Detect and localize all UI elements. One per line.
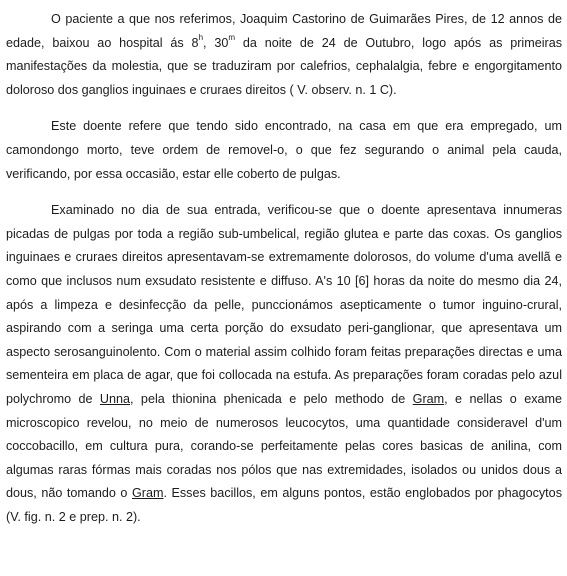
paragraph-1-text-c: da noite de 24 de Outubro, logo após as primeiras manifestações da molestia, que se traduziram por calefrios, cephalalgia, febre e engorgitamento doloroso dos ganglios inguinaes e cruraes direitos ( V. observ. n. 1 C). — [6, 35, 562, 97]
paragraph-3-text-b: , pela thionina phenicada e pelo methodo de — [130, 391, 413, 406]
paragraph-3-text-c: , e nellas o exame microscopico revelou, no meio de numerosos leucocytos, uma quantidade consideravel d'um coccobacillo, em cultura pura, corando-se perfeitamente pelas cores basicas de anilina, com algumas raras fórmas mais coradas nos pólos que nas extremidades, isolados ou unidos dous a dous, não tomando o — [6, 391, 562, 501]
paragraph-3 — [6, 199, 562, 529]
underlined-term-gram: Gram — [412, 391, 445, 406]
superscript-minutes: m — [228, 33, 236, 43]
paragraph-1-text-a: O paciente a que nos referimos, Joaquim Castorino de Guimarães Pires, de 12 annos de edade, baixou ao hospital ás 8 — [6, 12, 562, 50]
underlined-term-unna: Unna — [99, 391, 131, 406]
paragraph-1 — [6, 8, 562, 102]
superscript-hours: h — [198, 33, 204, 43]
paragraph-3-text-a: Examinado no dia de sua entrada, verificou-se que o doente apresentava innumeras picadas de pulgas por toda a região sub-umbelical, região glutea e parte das coxas. Os ganglios inguinaes e cruraes direitos apresentavam-se extremamente dolorosos, do volume d'uma avellã e como que inclusos num exsudato resistente e diffuso. A's 10 [6] horas da noite do mesmo dia 24, após a limpeza e desinfecção da pelle, punccionámos asepticamente o tumor inguino-crural, aspirando com a seringa uma certa porção do exsudato peri-ganglionar, que apresentava um aspecto serosanguinolento. Com o material assim colhido foram feitas preparações directas e uma sementeira em placa de agar, que foi collocada na estufa. As preparações foram coradas pelo azul polychromo de — [6, 203, 562, 406]
paragraph-1-text-b: , 30 — [203, 35, 229, 50]
paragraph-2: Este doente refere que tendo sido encontrado, na casa em que era empregado, um camondongo morto, teve ordem de removel-o, o que fez segurando o animal pela cauda, verificando, por essa occasião, estar elle coberto de pulgas. — [6, 119, 562, 181]
underlined-term-gram-2: Gram — [131, 486, 164, 501]
paragraph-3-text-d: . Esses bacillos, em alguns pontos, estão englobados por phagocytos (V. fig. n. 2 e prep. n. 2). — [6, 486, 562, 524]
